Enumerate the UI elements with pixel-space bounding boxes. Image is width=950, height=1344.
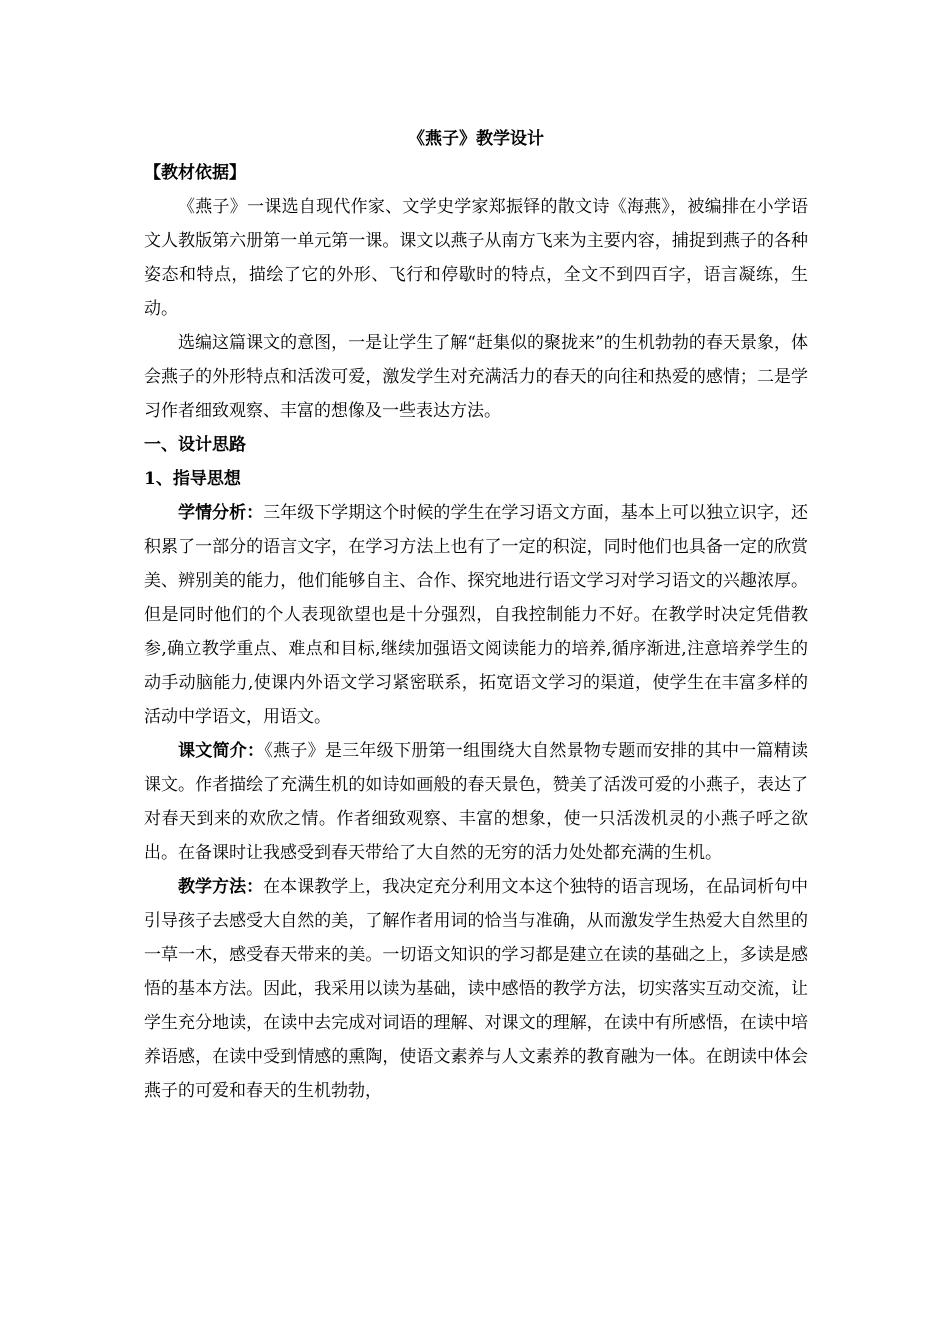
document-page <box>144 122 808 1108</box>
label-text-intro: 课文简介： <box>178 741 265 761</box>
subheading-guiding-idea: 1、指导思想 <box>144 469 241 489</box>
paragraph-text-intro <box>144 734 808 870</box>
text-student-analysis: 三年级下学期这个时候的学生在学习语文方面，基本上可以独立识字，还积累了一部分的语言文字，在学习方法上也有了一定的积淀，同时他们也具备一定的欣赏美、辨别美的能力，他们能够自主、合作、探究地进行语文学习对学习语文的兴趣浓厚。但是同时他们的个人表现欲望也是十分强烈，自我控制能力不好。在教学时决定凭借教参,确立教学重点、难点和目标,继续加强语文阅读能力的培养,循序渐进,注意培养学生的动手动脑能力,使课内外语文学习紧密联系，拓宽语文学习的渠道，使学生在丰富多样的活动中学语文，用语文。 <box>144 503 809 727</box>
heading-material-basis: 【教材依据】 <box>144 163 246 183</box>
heading-design-idea: 一、设计思路 <box>144 435 246 455</box>
label-teaching-method: 教学方法： <box>178 877 264 897</box>
document-title: 《燕子》教学设计 <box>408 129 544 149</box>
paragraph-student-analysis <box>144 496 808 734</box>
paragraph-material-source: 《燕子》一课选自现代作家、文学史学家郑振铎的散文诗《海燕》，被编排在小学语文人教版第六册第一单元第一课。课文以燕子从南方飞来为主要内容，捕捉到燕子的各种姿态和特点，描绘了它的外形、飞行和停歇时的特点，全文不到四百字，语言凝练，生动。 <box>144 197 808 319</box>
paragraph-teaching-method <box>144 870 808 1108</box>
paragraph-selection-intent: 选编这篇课文的意图，一是让学生了解“赶集似的聚拢来”的生机勃勃的春天景象，体会燕子的外形特点和活泼可爱，激发学生对充满活力的春天的向往和热爱的感情；二是学习作者细致观察、丰富的想像及一些表达方法。 <box>144 333 808 421</box>
text-teaching-method: 在本课教学上，我决定充分利用文本这个独特的语言现场，在品词析句中引导孩子去感受大自然的美，了解作者用词的恰当与准确，从而激发学生热爱大自然里的一草一木，感受春天带来的美。一切语文知识的学习都是建立在读的基础之上，多读是感悟的基本方法。因此，我采用以读为基础，读中感悟的教学方法，切实落实互动交流，让学生充分地读，在读中去完成对词语的理解、对课文的理解，在读中有所感悟，在读中培养语感，在读中受到情感的熏陶，使语文素养与人文素养的教育融为一体。在朗读中体会燕子的可爱和春天的生机勃勃， <box>144 877 809 1101</box>
label-student-analysis: 学情分析： <box>178 503 264 523</box>
text-text-intro: 《燕子》是三年级下册第一组围绕大自然景物专题而安排的其中一篇精读课文。作者描绘了充满生机的如诗如画般的春天景色，赞美了活泼可爱的小燕子，表达了对春天到来的欢欣之情。作者细致观察、丰富的想象，使一只活泼机灵的小燕子呼之欲出。在备课时让我感受到春天带给了大自然的无穷的活力处处都充满的生机。 <box>144 741 809 863</box>
